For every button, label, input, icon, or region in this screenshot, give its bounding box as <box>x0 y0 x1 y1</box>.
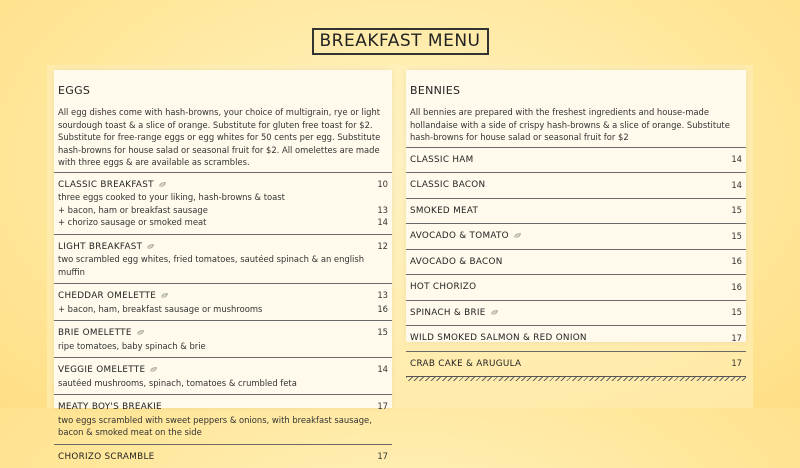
menu-item <box>406 300 746 326</box>
option-price: 13 <box>372 204 388 217</box>
menu-item-name: CRAB CAKE & ARUGULA <box>410 359 521 369</box>
page-title: BREAKFAST MENU <box>312 28 489 55</box>
menu-item-title <box>410 280 476 294</box>
menu-item-name: CLASSIC BACON <box>410 180 485 190</box>
menu-item-option <box>58 216 388 229</box>
menu-item <box>406 325 746 351</box>
menu-item <box>406 223 746 249</box>
menu-item-name: LIGHT BREAKFAST <box>58 242 142 252</box>
menu-item-title <box>58 400 162 414</box>
menu-item-price: 17 <box>372 450 388 463</box>
menu-item-title <box>58 326 145 340</box>
menu-item-row <box>410 255 742 269</box>
menu-item-price: 16 <box>726 281 742 294</box>
menu-item <box>406 274 746 300</box>
menu-item-price: 17 <box>726 357 742 370</box>
menu-item <box>54 394 392 444</box>
menu-item-price: 17 <box>726 332 742 345</box>
header <box>0 28 800 55</box>
menu-item-title <box>410 153 474 167</box>
menu-item-name: AVOCADO & TOMATO <box>410 231 509 241</box>
menu-item-row <box>58 400 388 414</box>
menu-item-row <box>410 204 742 218</box>
menu-item-price: 12 <box>372 240 388 253</box>
leaf-icon <box>490 307 499 314</box>
option-label: + bacon, ham, breakfast sausage or mushrooms <box>58 303 262 316</box>
menu-item-row <box>410 357 742 371</box>
menu-item-row <box>58 289 388 303</box>
bennies-description: All bennies are prepared with the freshest ingredients and house-made hollandaise with a side of crispy hash-browns & a slice of orange. Substitute hash-browns for house salad or seasonal fruit for $2 <box>406 97 746 147</box>
menu-item-description: sautéed mushrooms, spinach, tomatoes & crumbled feta <box>58 377 388 390</box>
eggs-description: All egg dishes come with hash-browns, your choice of multigrain, rye or light sourdough toast & a slice of orange. Substitute for gluten free toast for $2. Substitute for free-range eggs or egg whites for 50 cents per egg. Substitute hash-browns for house salad or seasonal fruit for $2. All omelettes are made with three eggs & are available as scrambles. <box>54 97 392 172</box>
menu-item-title <box>410 306 499 320</box>
leaf-icon <box>160 290 169 297</box>
menu-item-row <box>58 240 388 254</box>
menu-item <box>54 172 392 234</box>
leaf-icon <box>149 364 158 371</box>
leaf-icon <box>146 241 155 248</box>
bennies-heading: BENNIES <box>406 70 746 97</box>
menu-item <box>54 357 392 394</box>
menu-item-row <box>410 331 742 345</box>
section-divider <box>406 376 746 381</box>
menu-item-price: 14 <box>726 179 742 192</box>
menu-item-row <box>410 280 742 294</box>
leaf-icon <box>136 327 145 334</box>
menu-item-description: two scrambled egg whites, fried tomatoes, sautéed spinach & an english muffin <box>58 253 388 278</box>
menu-item-row <box>58 326 388 340</box>
menu-item-name: CLASSIC BREAKFAST <box>58 180 154 190</box>
menu-item-title <box>58 240 155 254</box>
option-price: 16 <box>372 303 388 316</box>
menu-item <box>54 234 392 284</box>
menu-item-row <box>410 229 742 243</box>
menu-item <box>406 147 746 173</box>
menu-item <box>406 198 746 224</box>
menu-item-title <box>58 450 155 464</box>
menu-item-name: VEGGIE OMELETTE <box>58 365 145 375</box>
option-label: + bacon, ham or breakfast sausage <box>58 204 208 217</box>
menu-item-name: CHEDDAR OMELETTE <box>58 291 156 301</box>
menu-item-title <box>410 178 485 192</box>
menu-item-description: three eggs cooked to your liking, hash-browns & toast <box>58 191 388 204</box>
menu-item-name: CHORIZO SCRAMBLE <box>58 452 155 462</box>
menu-item-price: 15 <box>726 230 742 243</box>
menu-item-name: WILD SMOKED SALMON & RED ONION <box>410 333 587 343</box>
menu-area <box>47 65 753 408</box>
menu-item-row <box>410 153 742 167</box>
menu-item-price: 15 <box>726 306 742 319</box>
menu-item-name: AVOCADO & BACON <box>410 257 503 267</box>
menu-item-name: MEATY BOY'S BREAKIE <box>58 402 162 412</box>
menu-item-description: two eggs scrambled with sweet peppers & onions, with breakfast sausage, bacon & smoked meat on the side <box>58 414 388 439</box>
menu-item-price: 14 <box>372 363 388 376</box>
eggs-section <box>54 70 392 408</box>
menu-item-title <box>410 204 478 218</box>
menu-item <box>54 283 392 320</box>
menu-item-row <box>410 306 742 320</box>
menu-item-row <box>58 450 388 464</box>
eggs-heading: EGGS <box>54 70 392 97</box>
menu-item <box>54 320 392 357</box>
menu-item-price: 10 <box>372 178 388 191</box>
option-price: 14 <box>372 216 388 229</box>
menu-item-description: ripe tomatoes, baby spinach & brie <box>58 340 388 353</box>
eggs-item-list <box>54 172 392 468</box>
menu-item-name: BRIE OMELETTE <box>58 328 132 338</box>
menu-item-name: SPINACH & BRIE <box>410 308 486 318</box>
menu-item <box>54 444 392 468</box>
menu-item-price: 15 <box>726 204 742 217</box>
menu-item-price: 15 <box>372 326 388 339</box>
leaf-icon <box>158 179 167 186</box>
menu-item-title <box>58 178 167 192</box>
menu-item-row <box>58 178 388 192</box>
menu-item-title <box>410 331 587 345</box>
leaf-icon <box>513 230 522 237</box>
menu-item-name: CLASSIC HAM <box>410 155 474 165</box>
menu-item-option <box>58 303 388 316</box>
menu-item-row <box>58 363 388 377</box>
menu-item-title <box>410 229 522 243</box>
menu-item-name: SMOKED MEAT <box>410 206 478 216</box>
menu-item-price: 17 <box>372 400 388 413</box>
menu-item-price: 13 <box>372 289 388 302</box>
option-label: + chorizo sausage or smoked meat <box>58 216 206 229</box>
menu-item-row <box>410 178 742 192</box>
bennies-section <box>406 70 746 342</box>
menu-item <box>406 172 746 198</box>
menu-item-name: HOT CHORIZO <box>410 282 476 292</box>
bennies-item-list <box>406 147 746 377</box>
menu-item-title <box>410 357 521 371</box>
menu-item <box>406 249 746 275</box>
menu-item-title <box>410 255 503 269</box>
menu-item-price: 14 <box>726 153 742 166</box>
menu-item-price: 16 <box>726 255 742 268</box>
menu-item-title <box>58 289 169 303</box>
menu-item-title <box>58 363 158 377</box>
menu-item-option <box>58 204 388 217</box>
menu-item <box>406 351 746 377</box>
